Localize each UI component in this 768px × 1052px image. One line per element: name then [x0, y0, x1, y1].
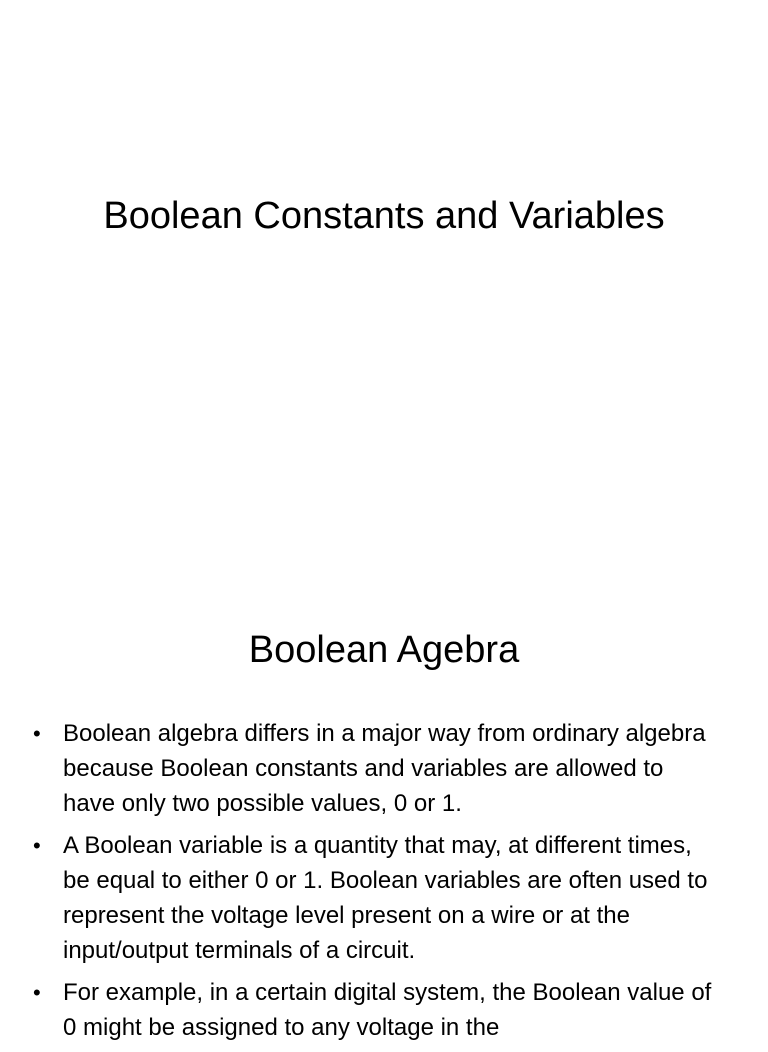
bullet-list: [28, 716, 718, 1052]
slide-2-title: Boolean Agebra: [248, 629, 520, 671]
bullet-dot-icon: •: [33, 980, 41, 1005]
bullet-text: For example, in a certain digital system, the Boolean value of 0 might be assigned to any voltage in the: [63, 979, 712, 1041]
slide-1-title: Boolean Constants and Variables: [103, 195, 665, 237]
bullet-text: Boolean algebra differs in a major way from ordinary algebra because Boolean constants and variables are allowed to have only two possible values, 0 or 1.: [63, 720, 706, 817]
bullet-text: A Boolean variable is a quantity that may, at different times, be equal to either 0 or 1. Boolean variables are often used to represent the voltage level present on a wire or at the input/output terminals of a circuit.: [63, 832, 708, 964]
bullet-item: [28, 716, 718, 821]
bullet-dot-icon: •: [33, 833, 41, 858]
bullet-item: [28, 828, 718, 968]
bullet-item: [28, 975, 718, 1045]
bullet-dot-icon: •: [33, 721, 41, 746]
slide-2: [0, 576, 768, 1041]
